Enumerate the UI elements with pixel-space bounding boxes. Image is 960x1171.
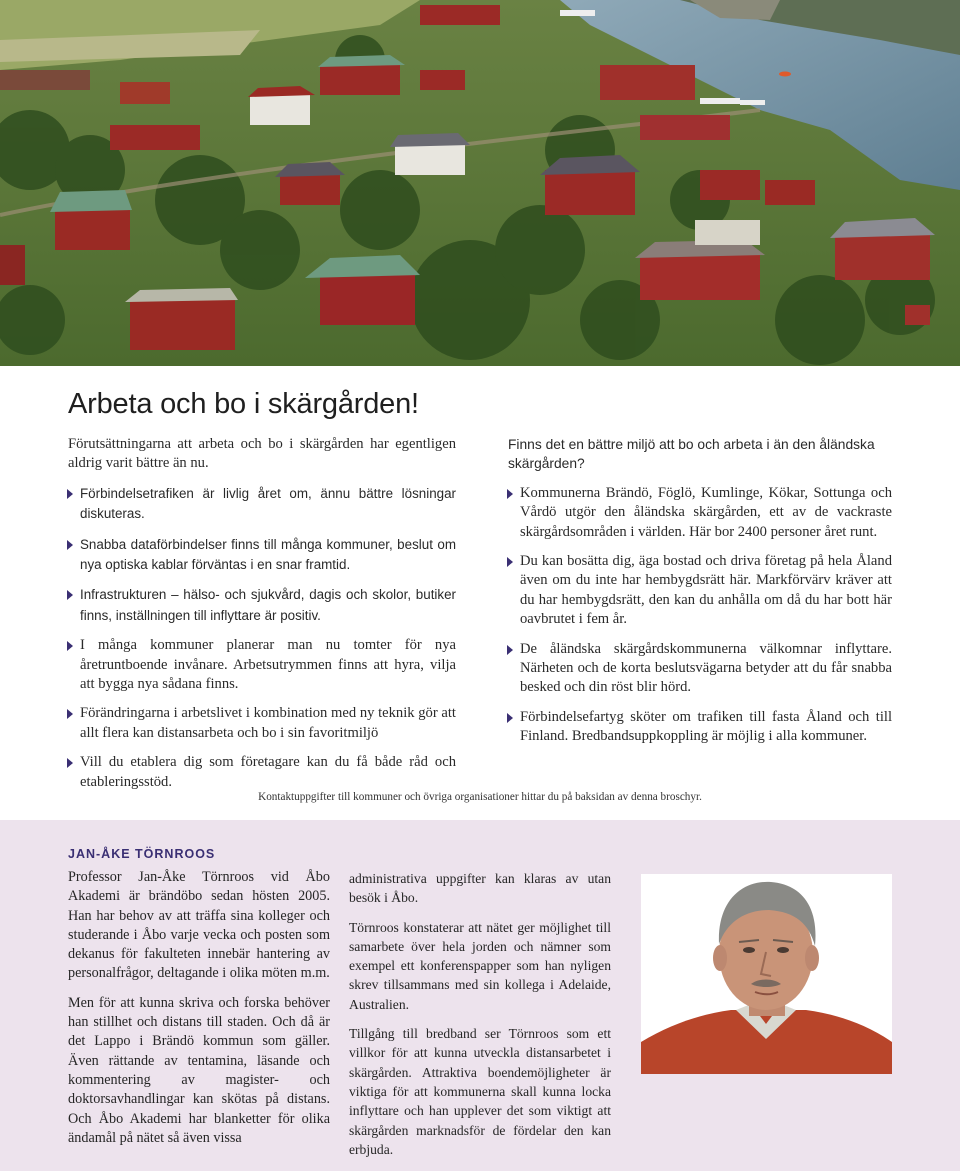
bullet-icon	[67, 540, 73, 550]
profile-column-1	[68, 868, 330, 1158]
profile-name: JAN-ÅKE TÖRNROOS	[68, 847, 216, 861]
portrait-photo	[641, 874, 892, 1074]
bullet-icon	[507, 489, 513, 499]
hero-photo	[0, 0, 960, 366]
profile-paragraph: Tillgång till bredband ser Törnroos som ett villkor för att kunna utveckla distansarbetet i skärgården. Attraktiva boendemöjligheter är viktiga för att kommunerna skall kunna locka inflyttare och han upplever det som viktigt att skärgården marknadsför de fördelar den kan erbjuda.	[349, 1026, 611, 1157]
list-item: I många kommuner planerar man nu tomter för nya åretruntboende invånare. Arbetsutrymmen finns att hyra, vilja att bygga nya sådana finns.	[68, 636, 456, 694]
list-item: Förbindelsefartyg sköter om trafiken till fasta Åland och till Finland. Bredbandsuppkoppling är möjlig i alla kommuner.	[508, 708, 892, 747]
bullet-icon	[507, 557, 513, 567]
list-item: Förändringarna i arbetslivet i kombination med ny teknik gör att allt flera kan distansarbeta och bo i sin favoritmiljö	[68, 704, 456, 743]
bullet-icon	[507, 713, 513, 723]
list-item: Du kan bosätta dig, äga bostad och driva företag på hela Åland även om du inte har hembygdsrätt här. Markförvärv kräver att du har hembygdsrätt, den kan du anhålla om då du har bott här oavbrutet i fem år.	[508, 552, 892, 630]
list-item: De åländska skärgårdskommunerna välkomnar inflyttare. Närheten och de korta beslutsvägarna betyder att du får snabba besked och din röst blir hörd.	[508, 640, 892, 698]
bullet-icon	[507, 645, 513, 655]
profile-paragraph: Men för att kunna skriva och forska behöver han stillhet och distans till staden. Och då är det Lappo i Brändö kommun som gäller. Även rättande av tentamina, läsande och kommentering av magister- och doktorsavhandlingar kan skötas på distans. Och Åbo Akademi har blanketter för olika ändamål på nätet så även vissa	[68, 994, 330, 1146]
profile-paragraph: Professor Jan-Åke Törnroos vid Åbo Akademi är brändöbo sedan hösten 2005. Han har behov av att träffa sina kolleger och studerande i Åbo varje vecka och posten som dekanus för fakulteten innebär hantering av personalfrågor, deltagande i olika möten m.m.	[68, 869, 330, 982]
bullet-icon	[67, 709, 73, 719]
bullet-icon	[67, 641, 73, 651]
portrait-image	[641, 874, 892, 1074]
profile-column-2	[349, 869, 611, 1169]
archipelago-aerial-image	[0, 0, 960, 366]
list-item: Vill du etablera dig som företagare kan du få både råd och etableringsstöd.	[68, 753, 456, 792]
bullet-icon	[67, 489, 73, 499]
article-right-column	[508, 435, 892, 757]
profile-paragraph: Törnroos konstaterar att nätet ger möjlighet till samarbete över hela jorden och nämner som exempel ett konferenspapper som han nyligen skrev tillsammans med sin kollega i Adelaide, Australien.	[349, 919, 611, 1012]
bullet-icon	[67, 758, 73, 768]
profile-paragraph: administrativa uppgifter kan klaras av utan besök i Åbo.	[349, 871, 611, 906]
right-bullet-list	[508, 484, 892, 747]
list-item: Kommunerna Brändö, Föglö, Kumlinge, Kökar, Sottunga och Vårdö utgör den åländska skärgården, ett av de vackraste skärgårdsområden i världen. Här bor 2400 personer året runt.	[508, 484, 892, 542]
contact-footnote: Kontaktuppgifter till kommuner och övriga organisationer hittar du på baksidan av denna broschyr.	[258, 791, 702, 803]
bullet-icon	[67, 590, 73, 600]
list-item: Infrastrukturen – hälso- och sjukvård, dagis och skolor, butiker finns, inställningen till inflyttare är positiv.	[68, 585, 456, 626]
list-item: Snabba dataförbindelser finns till många kommuner, beslut om nya optiska kablar förväntas i en snar framtid.	[68, 535, 456, 576]
left-intro: Förutsättningarna att arbeta och bo i skärgården har egentligen aldrig varit bättre än nu.	[68, 436, 456, 472]
right-intro: Finns det en bättre miljö att bo och arbeta i än den åländska skärgården?	[508, 437, 875, 472]
left-bullet-list	[68, 484, 456, 792]
article-left-column	[68, 435, 456, 802]
list-item: Förbindelsetrafiken är livlig året om, ännu bättre lösningar diskuteras.	[68, 484, 456, 525]
article-title: Arbeta och bo i skärgården!	[68, 388, 419, 420]
